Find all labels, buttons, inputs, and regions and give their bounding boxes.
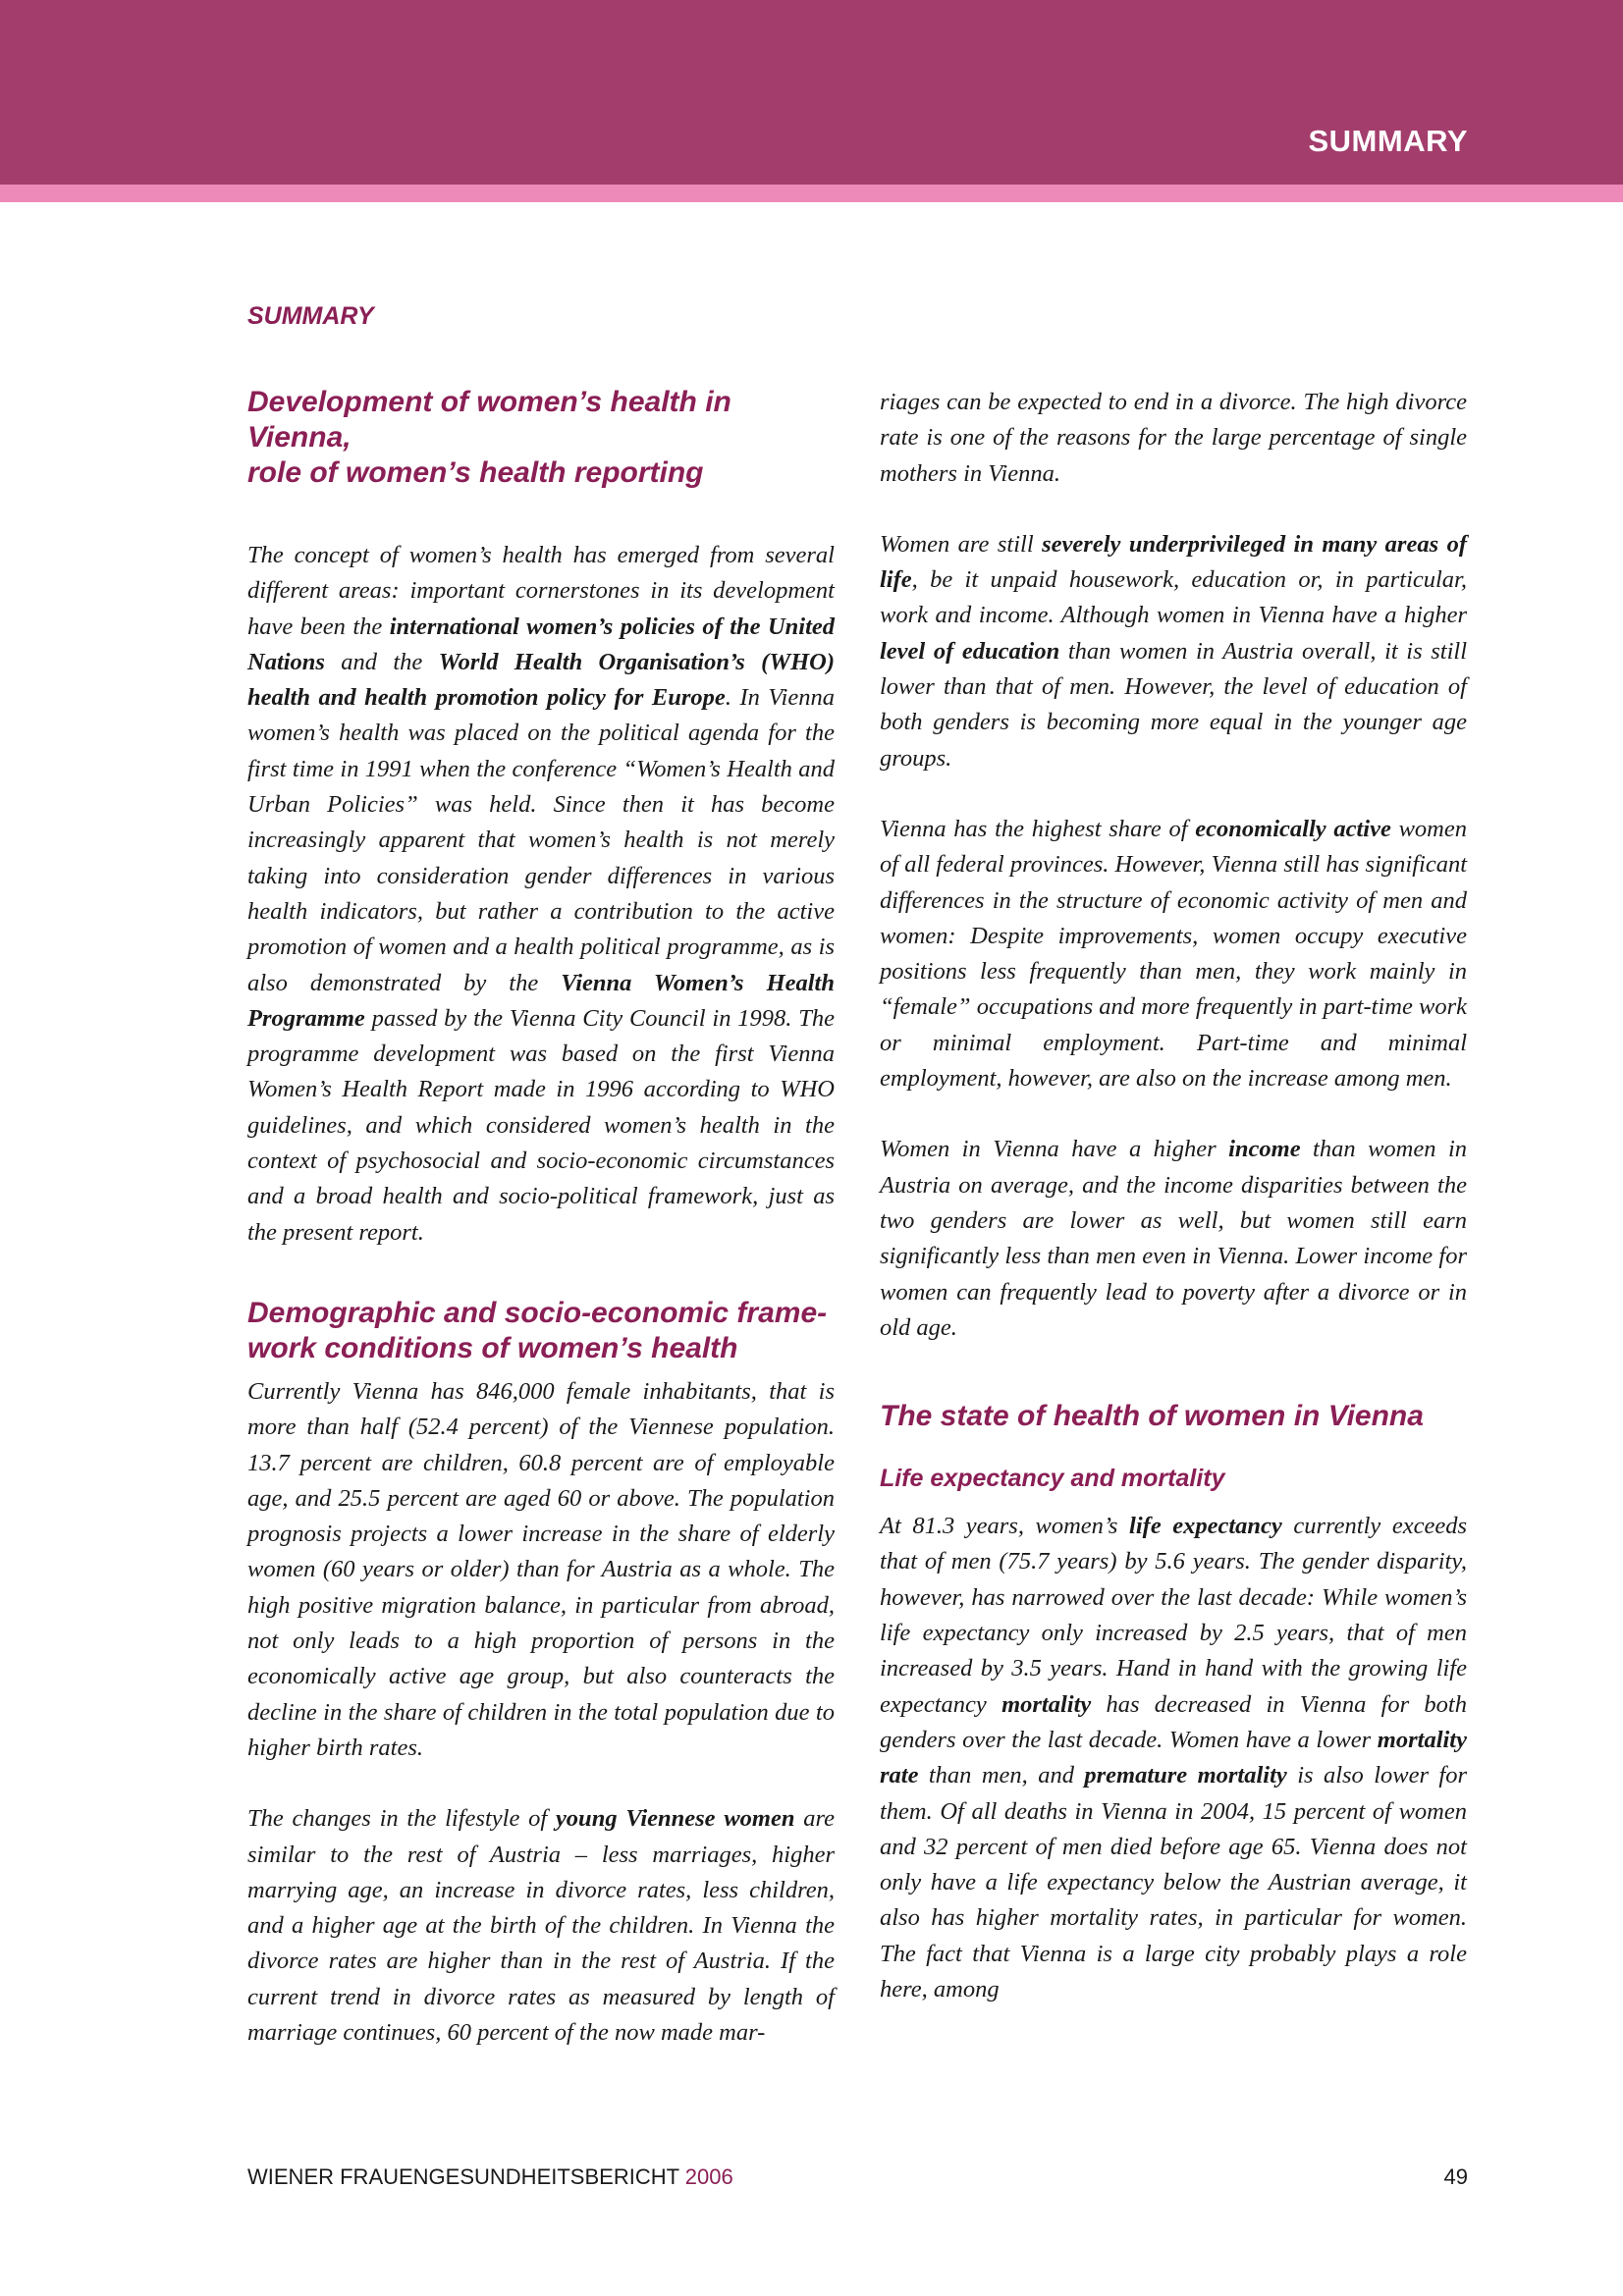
footer-year: 2006 xyxy=(684,2164,733,2189)
header-title: SUMMARY xyxy=(1308,124,1468,158)
heading-state-of-health: The state of health of women in Vienna xyxy=(880,1400,1424,1433)
right-column xyxy=(880,385,1467,2007)
footer-title: WIENER FRAUENGESUNDHEITSBERICHT 2006 xyxy=(247,2164,733,2189)
paragraph-lifestyle: The changes in the lifestyle of young Viennese women are similar to the rest of Austria – less marriages, higher marrying age, an increase in divorce rates, less children, and a higher age at the birth of the children. In Vienna the divorce rates are higher than in the rest of Austria. If the current trend in divorce rates as measured by length of marriage continues, 60 percent of the now made mar- xyxy=(247,1805,835,2046)
paragraph-economic: Vienna has the highest share of economically active women of all federal provinces. However, Vienna still has significant differences in the structure of economic activity of men and women: Despite improvements, women occupy executive positions less frequently than men, they work mainly in “female” occupations and more frequently in part-time work or minimal employment. Part-time and minimal employment, however, are also on the increase among men. xyxy=(880,815,1467,1093)
section-label: SUMMARY xyxy=(247,302,374,330)
paragraph-divorce: riages can be expected to end in a divorce. The high divorce rate is one of the reasons for the large percentage of single mothers in Vienna. xyxy=(880,389,1467,487)
left-column xyxy=(247,385,835,2051)
heading-demographic: Demographic and socio-economic frame- work conditions of women’s health xyxy=(247,1296,828,1364)
paragraph-life-expectancy: At 81.3 years, women’s life expectancy currently exceeds that of men (75.7 years) by 5.6 years. The gender disparity, however, has narrowed over the last decade: While women’s life expectancy only increased by 2.5 years, that of men increased by 3.5 years. Hand in hand with the growing life expectancy mortality has decreased in Vienna for both genders over the last decade. Women have a lower mortality rate than men, and premature mortality is also lower for them. Of all deaths in Vienna in 2004, 15 percent of women and 32 percent of men died before age 65. Vienna does not only have a life expectancy below the Austrian average, it also has higher mortality rates, in particular for women. The fact that Vienna is a large city probably plays a role here, among xyxy=(880,1513,1468,2002)
page-number: 49 xyxy=(1443,2164,1468,2189)
paragraph-income: Women in Vienna have a higher income than women in Austria on average, and the income disparities between the two genders are lower as well, but women still earn significantly less than men even in Vienna. Lower income for women can frequently lead to poverty after a divorce or in old age. xyxy=(880,1136,1467,1341)
subheading-life-expectancy: Life expectancy and mortality xyxy=(880,1465,1225,1493)
paragraph-underprivileged: Women are still severely underprivileged in many areas of life, be it unpaid housework, education or, in particular, work and income. Although women in Vienna have a higher level of education than women in Austria overall, it is still lower than that of men. However, the level of education of both genders is becoming more equal in the younger age groups. xyxy=(880,530,1467,772)
paragraph-population: Currently Vienna has 846,000 female inhabitants, that is more than half (52.4 percent) of the Viennese population. 13.7 percent are children, 60.8 percent are of employable age, and 25.5 percent are aged 60 or above. The population prognosis projects a lower increase in the share of elderly women (60 years or older) than for Austria as a whole. The high positive migration balance, in particular from abroad, not only leads to a high proportion of persons in the economically active age group, but also counteracts the decline in the share of children in the total population due to higher birth rates. xyxy=(247,1377,835,1761)
paragraph-concept: The concept of women’s health has emerged from several different areas: important cornerstones in its development have been the international women’s policies of the United Nations and the World Health Organisation’s (WHO) health and health promotion policy for Europe. In Vienna women’s health was placed on the political agenda for the first time in 1991 when the conference “Women’s Health and Urban Policies” was held. Since then it has become increasingly apparent that women’s health is not merely taking into consideration gender differences in various health indicators, but rather a contribution to the active promotion of women and a health political programme, as is also demonstrated by the Vienna Women’s Health Programme passed by the Vienna City Council in 1998. The programme development was based on the first Vienna Women’s Health Report made in 1996 according to WHO guidelines, and which considered women’s health in the context of psychosocial and socio-economic circumstances and a broad health and socio-political framework, just as the present report. xyxy=(247,542,836,1246)
header-stripe xyxy=(0,185,1623,202)
heading-development: Development of women’s health in Vienna, role of women’s health reporting xyxy=(247,386,731,489)
